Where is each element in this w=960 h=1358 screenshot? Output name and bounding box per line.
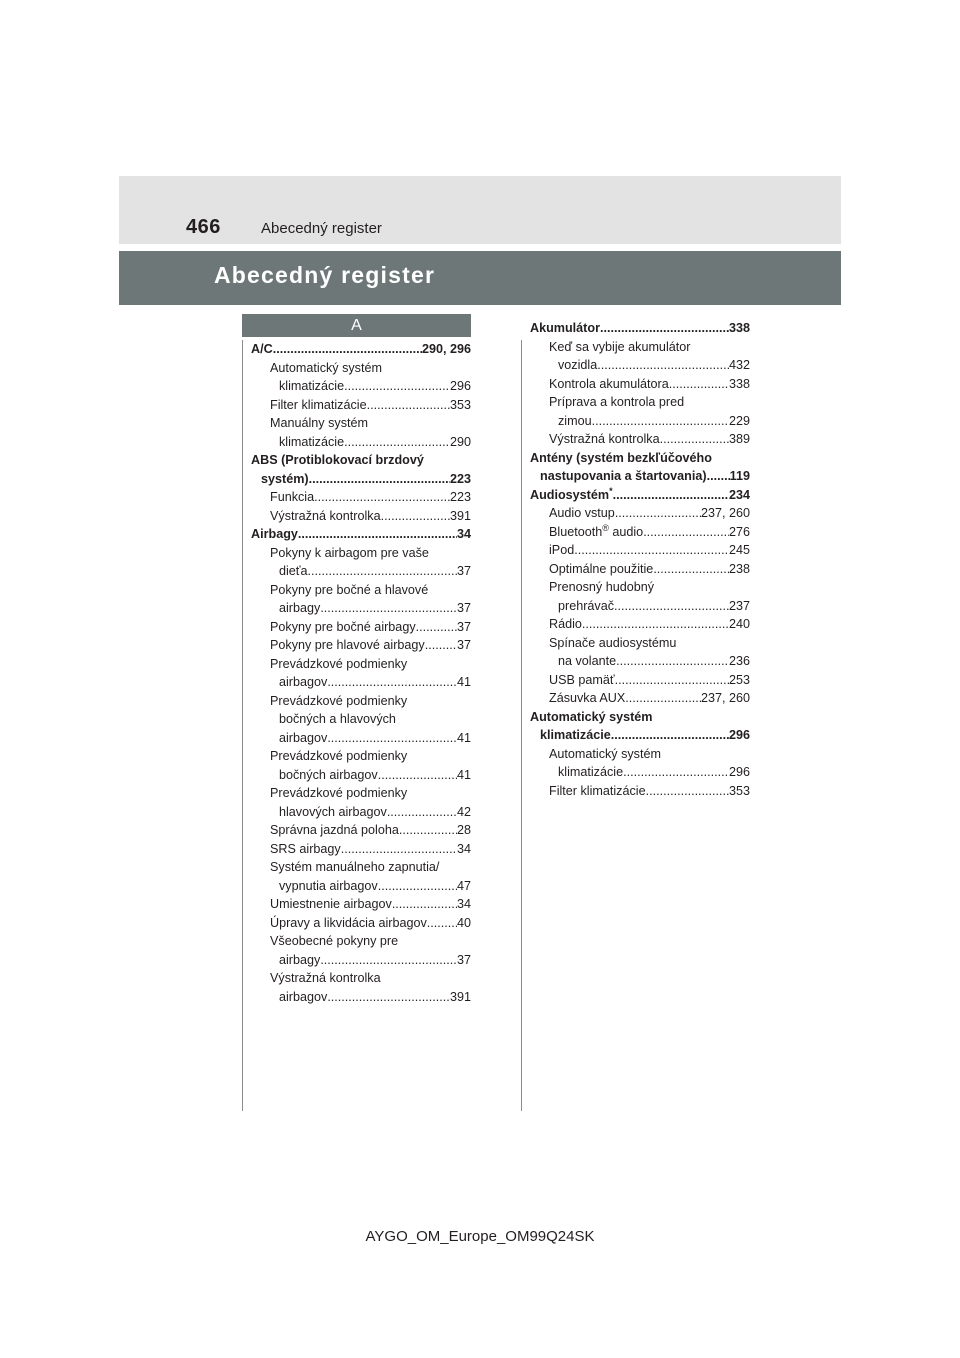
index-entry-term: ABS (Protiblokovací brzdový bbox=[251, 453, 424, 467]
index-entry-term: vypnutia airbagov bbox=[279, 878, 378, 893]
index-entry-page[interactable]: 238 bbox=[728, 561, 750, 576]
index-entry-page[interactable]: 41 bbox=[456, 675, 471, 689]
index-entry-term: Umiestnenie airbagov bbox=[270, 897, 392, 911]
index-entry-term: airbagy bbox=[279, 952, 321, 967]
dot-leader bbox=[625, 689, 701, 708]
index-entry-term: klimatizácie bbox=[558, 765, 624, 779]
index-entry bbox=[251, 692, 471, 711]
index-entry-term: bočných airbagov bbox=[279, 767, 378, 782]
index-entry-page[interactable]: 28 bbox=[456, 823, 471, 837]
dot-leader bbox=[600, 319, 729, 338]
dot-leader bbox=[660, 430, 729, 449]
index-entry bbox=[530, 615, 750, 634]
index-entry-term: Spínače audiosystému bbox=[549, 635, 677, 650]
index-entry bbox=[530, 745, 750, 764]
index-entry bbox=[530, 541, 750, 560]
index-entry bbox=[530, 523, 750, 542]
index-entry-term: systém) bbox=[261, 471, 309, 486]
index-entry-page[interactable]: 37 bbox=[456, 619, 471, 634]
index-entry bbox=[530, 689, 750, 708]
index-entry bbox=[251, 784, 471, 803]
index-entry-page[interactable]: 296 bbox=[449, 379, 471, 393]
index-entry-term: Zásuvka AUX bbox=[549, 691, 626, 705]
index-entry-term: Výstražná kontrolka bbox=[270, 508, 381, 523]
dot-leader bbox=[381, 507, 450, 526]
index-column-1 bbox=[251, 340, 471, 1006]
index-entry-page[interactable]: 391 bbox=[449, 508, 471, 523]
index-entry bbox=[251, 377, 471, 396]
index-entry bbox=[251, 840, 471, 859]
dot-leader bbox=[623, 763, 729, 782]
index-entry-term: Príprava a kontrola pred bbox=[549, 395, 685, 409]
index-entry-term: Bluetooth® audio bbox=[549, 522, 644, 539]
index-entry-term: Keď sa vybije akumulátor bbox=[549, 339, 691, 354]
index-entry bbox=[530, 652, 750, 671]
index-entry-term: Pokyny pre hlavové airbagy bbox=[270, 638, 425, 652]
index-entry bbox=[530, 726, 750, 745]
index-entry-term: dieťa bbox=[279, 564, 308, 578]
index-entry-term: Pokyny pre bočné airbagy bbox=[270, 619, 416, 634]
index-entry-term: Audio vstup bbox=[549, 506, 615, 520]
index-entry-term: SRS airbagy bbox=[270, 841, 341, 856]
index-entry-term: na volante bbox=[558, 654, 617, 668]
page-number: 466 bbox=[186, 216, 221, 238]
index-entry bbox=[251, 396, 471, 415]
index-entry-page[interactable]: 245 bbox=[728, 543, 750, 557]
index-entry bbox=[251, 470, 471, 489]
index-entry-page[interactable]: 37 bbox=[456, 564, 471, 578]
index-entry bbox=[530, 504, 750, 523]
section-letter: A bbox=[242, 314, 471, 337]
index-entry-term: Úpravy a likvidácia airbagov bbox=[270, 915, 427, 930]
index-entry bbox=[530, 356, 750, 375]
index-entry bbox=[530, 430, 750, 449]
index-entry-page[interactable]: 40 bbox=[456, 915, 471, 930]
index-entry-term: airbagov bbox=[279, 730, 328, 745]
index-entry-term: vozidla bbox=[558, 358, 598, 372]
index-entry-term: klimatizácie bbox=[279, 434, 345, 449]
dot-leader bbox=[367, 396, 450, 415]
index-entry-page[interactable]: 338 bbox=[728, 321, 750, 335]
index-entry bbox=[251, 599, 471, 618]
index-entry-page[interactable]: 223 bbox=[449, 490, 471, 504]
index-entry bbox=[251, 766, 471, 785]
index-entry bbox=[530, 449, 750, 468]
index-entry bbox=[251, 877, 471, 896]
index-entry bbox=[251, 803, 471, 822]
index-entry bbox=[251, 544, 471, 563]
index-entry bbox=[251, 488, 471, 507]
index-entry bbox=[251, 562, 471, 581]
index-entry bbox=[530, 597, 750, 616]
index-entry-page[interactable]: 237, 260 bbox=[700, 506, 750, 520]
index-entry bbox=[251, 618, 471, 637]
index-entry-term: airbagov bbox=[279, 675, 328, 689]
index-entry-term: Akumulátor bbox=[530, 321, 600, 335]
dot-leader bbox=[653, 560, 729, 579]
dot-leader bbox=[344, 377, 450, 396]
index-entry bbox=[530, 375, 750, 394]
dot-leader bbox=[308, 562, 457, 581]
index-entry bbox=[251, 359, 471, 378]
index-entry-term: nastupovania a štartovania) bbox=[540, 469, 707, 483]
index-entry-term: Prevádzkové podmienky bbox=[270, 656, 408, 671]
index-entry-page[interactable]: 234 bbox=[728, 487, 750, 502]
index-entry bbox=[251, 914, 471, 933]
index-entry bbox=[530, 412, 750, 431]
index-entry-term: Funkcia bbox=[270, 490, 315, 504]
index-entry-page[interactable]: 37 bbox=[456, 952, 471, 967]
dot-leader bbox=[392, 895, 457, 914]
index-entry bbox=[251, 673, 471, 692]
index-entry-page[interactable]: 290, 296 bbox=[421, 342, 471, 356]
index-entry-term: Automatický systém bbox=[530, 709, 653, 724]
index-entry bbox=[251, 821, 471, 840]
index-entry-page[interactable]: 391 bbox=[449, 989, 471, 1004]
index-entry-page[interactable]: 229 bbox=[728, 413, 750, 428]
index-entry bbox=[251, 969, 471, 988]
page-title: Abecedný register bbox=[214, 262, 436, 288]
index-entry-term: Filter klimatizácie bbox=[549, 783, 646, 798]
index-entry bbox=[530, 319, 750, 338]
index-entry-term: hlavových airbagov bbox=[279, 804, 387, 819]
dot-leader bbox=[707, 467, 730, 486]
dot-leader bbox=[592, 412, 729, 431]
index-entry bbox=[251, 636, 471, 655]
index-entry-term: klimatizácie bbox=[540, 728, 611, 742]
index-entry bbox=[530, 486, 750, 505]
index-entry-page[interactable]: 41 bbox=[456, 730, 471, 745]
index-entry-page[interactable]: 47 bbox=[456, 878, 471, 893]
index-entry-term: airbagy bbox=[279, 601, 321, 615]
index-entry-term: klimatizácie bbox=[279, 379, 345, 393]
dot-leader bbox=[387, 803, 457, 822]
index-entry bbox=[251, 433, 471, 452]
index-entry-term: airbagov bbox=[279, 989, 328, 1004]
index-entry-term: USB pamäť bbox=[549, 672, 615, 687]
index-entry bbox=[530, 467, 750, 486]
dot-leader bbox=[378, 877, 457, 896]
index-entry-term: Filter klimatizácie bbox=[270, 397, 367, 412]
dot-leader bbox=[574, 541, 729, 560]
column-divider-right bbox=[521, 340, 522, 1111]
index-entry-page[interactable]: 42 bbox=[456, 804, 471, 819]
index-entry-term: Správna jazdná poloha bbox=[270, 823, 399, 837]
dot-leader bbox=[273, 340, 422, 359]
index-entry-page[interactable]: 353 bbox=[449, 397, 471, 412]
dot-leader bbox=[597, 356, 729, 375]
index-entry bbox=[251, 988, 471, 1007]
dot-leader bbox=[611, 726, 729, 745]
dot-leader bbox=[320, 599, 457, 618]
index-entry bbox=[251, 340, 471, 359]
index-entry-page[interactable]: 276 bbox=[728, 524, 750, 539]
index-entry-page[interactable]: 253 bbox=[728, 672, 750, 687]
index-entry-term: Automatický systém bbox=[270, 360, 382, 375]
index-entry-page[interactable]: 34 bbox=[456, 841, 471, 856]
index-entry-term: Prevádzkové podmienky bbox=[270, 749, 408, 763]
footer-document-id: AYGO_OM_Europe_OM99Q24SK bbox=[365, 1228, 595, 1245]
dot-leader bbox=[378, 766, 457, 785]
index-entry bbox=[530, 578, 750, 597]
column-divider-left bbox=[242, 340, 243, 1111]
index-entry-term: Automatický systém bbox=[549, 746, 661, 761]
index-entry bbox=[530, 671, 750, 690]
index-entry bbox=[530, 763, 750, 782]
dot-leader bbox=[327, 988, 450, 1007]
dot-leader bbox=[582, 615, 729, 634]
index-entry-term: Prevádzkové podmienky bbox=[270, 786, 408, 800]
index-entry-page[interactable]: 37 bbox=[456, 638, 471, 652]
index-entry-page[interactable]: 296 bbox=[728, 765, 750, 779]
index-entry-page[interactable]: 338 bbox=[728, 376, 750, 391]
index-entry-term: iPod bbox=[549, 543, 575, 557]
index-entry-term: Všeobecné pokyny pre bbox=[270, 934, 399, 948]
dot-leader bbox=[314, 488, 450, 507]
index-entry-page[interactable]: 290 bbox=[449, 434, 471, 449]
index-entry-term: bočných a hlavových bbox=[279, 712, 396, 726]
index-entry-page[interactable]: 223 bbox=[449, 471, 471, 486]
index-entry-page[interactable]: 432 bbox=[728, 358, 750, 372]
dot-leader bbox=[327, 729, 457, 748]
index-entry-page[interactable]: 119 bbox=[729, 469, 750, 483]
index-entry-page[interactable]: 41 bbox=[456, 767, 471, 782]
index-entry bbox=[251, 451, 471, 470]
index-entry-term: Pokyny pre bočné a hlavové bbox=[270, 582, 429, 597]
index-column-2 bbox=[530, 319, 750, 800]
dot-leader bbox=[427, 914, 457, 933]
index-entry-page[interactable]: 240 bbox=[728, 617, 750, 631]
header-band bbox=[119, 176, 841, 244]
dot-leader bbox=[327, 673, 457, 692]
dot-leader bbox=[615, 671, 729, 690]
index-entry-term: prehrávač bbox=[558, 598, 615, 613]
index-entry bbox=[251, 655, 471, 674]
index-entry-term: Kontrola akumulátora bbox=[549, 376, 669, 391]
index-entry bbox=[251, 525, 471, 544]
index-entry bbox=[251, 507, 471, 526]
dot-leader bbox=[425, 636, 457, 655]
dot-leader bbox=[344, 433, 450, 452]
index-entry-term: Pokyny k airbagom pre vaše bbox=[270, 545, 429, 560]
index-entry bbox=[251, 932, 471, 951]
index-entry bbox=[530, 708, 750, 727]
index-entry bbox=[530, 393, 750, 412]
index-entry-term: Rádio bbox=[549, 617, 582, 631]
index-entry bbox=[251, 414, 471, 433]
index-entry bbox=[530, 634, 750, 653]
index-entry bbox=[251, 710, 471, 729]
index-entry-page[interactable]: 296 bbox=[728, 728, 750, 742]
index-entry-term: Prenosný hudobný bbox=[549, 580, 655, 594]
index-entry-page[interactable]: 34 bbox=[456, 897, 471, 911]
dot-leader bbox=[669, 375, 729, 394]
index-entry-term: A/C bbox=[251, 342, 273, 356]
index-entry-term: Antény (systém bezkľúčového bbox=[530, 450, 712, 465]
index-entry bbox=[251, 747, 471, 766]
dot-leader bbox=[320, 951, 457, 970]
dot-leader bbox=[643, 523, 729, 542]
index-entry-term: Systém manuálneho zapnutia/ bbox=[270, 860, 440, 874]
index-entry bbox=[251, 581, 471, 600]
index-entry-term: Prevádzkové podmienky bbox=[270, 693, 408, 708]
running-title: Abecedný register bbox=[261, 220, 382, 237]
index-entry-term: Airbagy bbox=[251, 527, 298, 541]
index-entry-page[interactable]: 353 bbox=[728, 783, 750, 798]
index-entry-page[interactable]: 236 bbox=[728, 654, 750, 668]
index-entry bbox=[251, 895, 471, 914]
index-entry bbox=[251, 729, 471, 748]
index-entry-term: Optimálne použitie bbox=[549, 561, 654, 576]
index-entry-page[interactable]: 34 bbox=[456, 527, 471, 541]
index-entry-term: Výstražná kontrolka bbox=[270, 971, 381, 985]
index-entry-page[interactable]: 237 bbox=[728, 598, 750, 613]
index-entry-page[interactable]: 389 bbox=[728, 432, 750, 446]
dot-leader bbox=[341, 840, 457, 859]
index-entry bbox=[530, 782, 750, 801]
index-entry bbox=[251, 951, 471, 970]
index-entry bbox=[251, 858, 471, 877]
index-entry-term: Audiosystém* bbox=[530, 485, 613, 502]
dot-leader bbox=[309, 470, 450, 489]
index-entry-page[interactable]: 237, 260 bbox=[700, 691, 750, 705]
index-entry-page[interactable]: 37 bbox=[456, 601, 471, 615]
index-entry-term: Výstražná kontrolka bbox=[549, 432, 660, 446]
dot-leader bbox=[646, 782, 729, 801]
dot-leader bbox=[614, 597, 729, 616]
index-entry-term: Manuálny systém bbox=[270, 416, 368, 430]
index-entry-term: zimou bbox=[558, 413, 592, 428]
index-entry bbox=[530, 560, 750, 579]
dot-leader bbox=[613, 486, 729, 505]
dot-leader bbox=[399, 821, 457, 840]
dot-leader bbox=[616, 652, 729, 671]
dot-leader bbox=[298, 525, 457, 544]
index-entry bbox=[530, 338, 750, 357]
dot-leader bbox=[416, 618, 457, 637]
dot-leader bbox=[615, 504, 701, 523]
